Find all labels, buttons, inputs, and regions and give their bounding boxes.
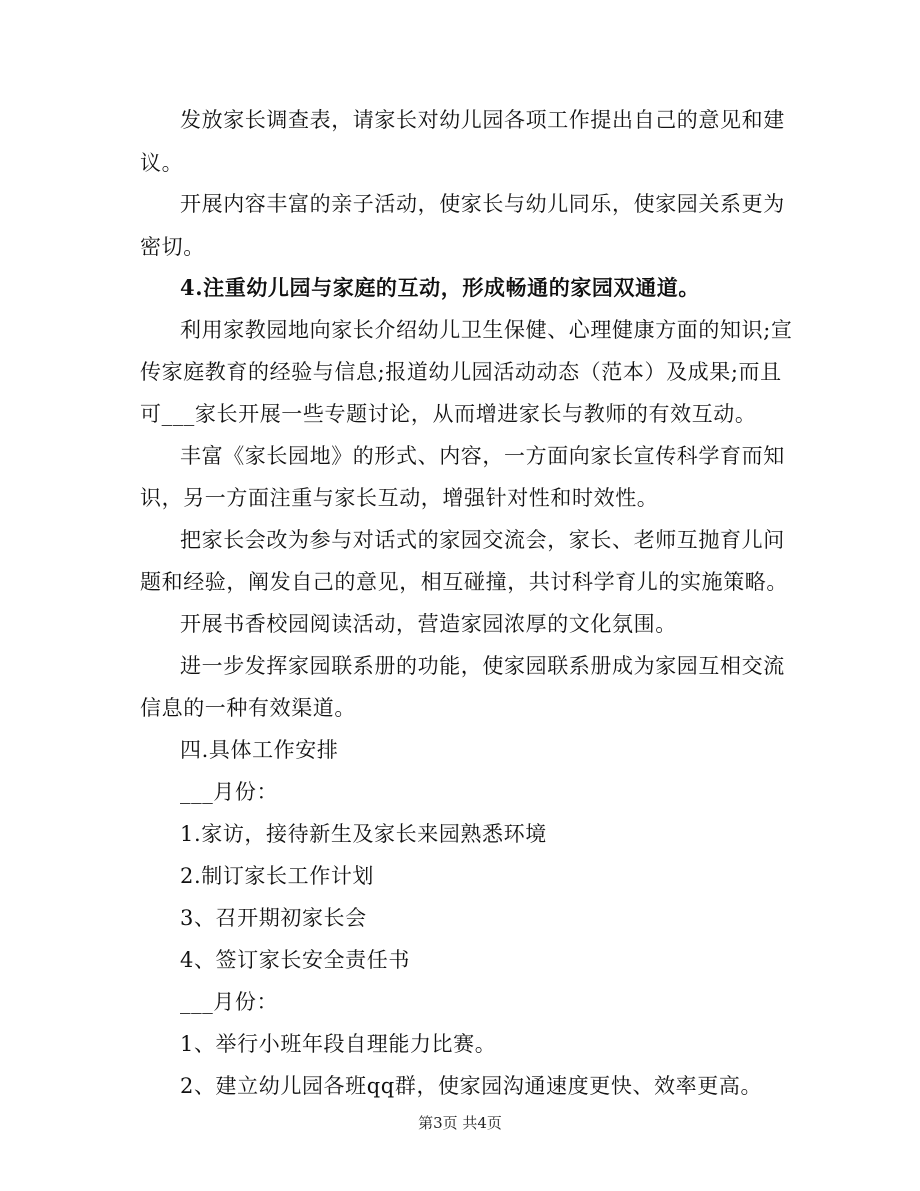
paragraph-line: 发放家长调查表，请家长对幼儿园各项工作提出自己的意见和建 [180,108,785,132]
month-label: ___月份： [180,990,279,1014]
page-number-footer: 第3页 共4页 [418,1114,502,1132]
paragraph-line: 议。 [140,151,184,175]
section-heading: 4.注重幼儿园与家庭的互动，形成畅通的家园双通道。 [180,275,700,300]
paragraph-line: 可___家长开展一些专题讨论，从而增进家长与教师的有效互动。 [140,402,757,426]
paragraph-line: 利用家教园地向家长介绍幼儿卫生保健、心理健康方面的知识;宣 [180,318,793,342]
paragraph-line: 信息的一种有效渠道。 [140,696,356,720]
list-item: 1.家访，接待新生及家长来园熟悉环境 [180,822,547,846]
section-heading: 四.具体工作安排 [180,738,339,762]
paragraph-line: 密切。 [140,235,205,259]
paragraph-line: 开展书香校园阅读活动，营造家园浓厚的文化氛围。 [180,612,677,636]
list-item: 4、签订家长安全责任书 [180,948,410,972]
list-item: 2.制订家长工作计划 [180,864,375,888]
list-item: 3、召开期初家长会 [180,906,367,930]
list-item: 1、举行小班年段自理能力比赛。 [180,1032,497,1056]
paragraph-line: 识，另一方面注重与家长互动，增强针对性和时效性。 [140,486,659,510]
paragraph-line: 传家庭教育的经验与信息;报道幼儿园活动动态（范本）及成果;而且 [140,360,782,384]
list-item: 2、建立幼儿园各班qq群，使家园沟通速度更快、效率更高。 [180,1074,763,1098]
paragraph-line: 进一步发挥家园联系册的功能，使家园联系册成为家园互相交流 [180,654,785,678]
paragraph-line: 开展内容丰富的亲子活动，使家长与幼儿同乐，使家园关系更为 [180,192,785,216]
month-label: ___月份： [180,780,279,804]
paragraph-line: 把家长会改为参与对话式的家园交流会，家长、老师互抛育儿问 [180,528,785,552]
paragraph-line: 丰富《家长园地》的形式、内容，一方面向家长宣传科学育而知 [180,444,785,468]
paragraph-line: 题和经验，阐发自己的意见，相互碰撞，共讨科学育儿的实施策略。 [140,570,788,594]
